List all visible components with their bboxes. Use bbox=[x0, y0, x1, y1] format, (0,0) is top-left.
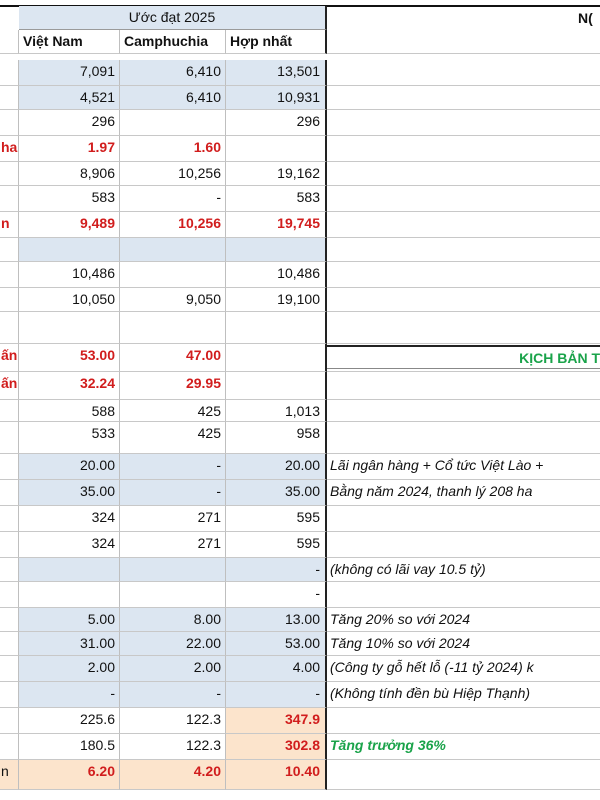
header-cambodia[interactable]: Camphuchia bbox=[120, 30, 226, 54]
note-cell[interactable]: Tăng trưởng 36% bbox=[327, 734, 600, 760]
vietnam-value[interactable]: 6.20 bbox=[19, 760, 120, 790]
vietnam-value[interactable] bbox=[19, 238, 120, 262]
estimate-2025-header[interactable]: Ước đạt 2025 bbox=[19, 6, 327, 30]
cambodia-value[interactable] bbox=[120, 262, 226, 288]
consolidated-value[interactable] bbox=[226, 344, 327, 372]
note-cell[interactable]: Lãi ngân hàng + Cổ tức Việt Lào + bbox=[327, 454, 600, 480]
row-label-cell[interactable] bbox=[0, 532, 19, 558]
consolidated-value[interactable]: 583 bbox=[226, 186, 327, 212]
consolidated-value[interactable]: 595 bbox=[226, 532, 327, 558]
cambodia-value[interactable] bbox=[120, 582, 226, 608]
row-label-cell[interactable] bbox=[0, 506, 19, 532]
consolidated-value[interactable]: 1,013 bbox=[226, 400, 327, 422]
note-cell[interactable] bbox=[327, 110, 600, 136]
note-cell[interactable] bbox=[327, 30, 600, 54]
consolidated-value[interactable]: 10,931 bbox=[226, 86, 327, 110]
consolidated-value[interactable]: 35.00 bbox=[226, 480, 327, 506]
vietnam-value[interactable]: 296 bbox=[19, 110, 120, 136]
vietnam-value[interactable]: 180.5 bbox=[19, 734, 120, 760]
table-row bbox=[0, 86, 600, 110]
table-row bbox=[0, 372, 600, 400]
header-vietnam[interactable]: Việt Nam bbox=[19, 30, 120, 54]
table-row bbox=[0, 632, 600, 656]
vietnam-value[interactable]: 225.6 bbox=[19, 708, 120, 734]
cambodia-value[interactable]: 6,410 bbox=[120, 60, 226, 86]
column-header-row bbox=[0, 30, 600, 54]
row-label-cell[interactable]: n bbox=[0, 760, 19, 790]
cambodia-value[interactable]: 425 bbox=[120, 422, 226, 454]
row-label-cell[interactable] bbox=[0, 162, 19, 186]
cambodia-value[interactable]: 8.00 bbox=[120, 608, 226, 632]
vietnam-value[interactable]: 53.00 bbox=[19, 344, 120, 372]
consolidated-value[interactable]: 19,100 bbox=[226, 288, 327, 312]
table-row bbox=[0, 608, 600, 632]
vietnam-value[interactable] bbox=[19, 582, 120, 608]
cambodia-value[interactable]: 122.3 bbox=[120, 734, 226, 760]
consolidated-value[interactable]: 19,745 bbox=[226, 212, 327, 238]
vietnam-value[interactable]: 32.24 bbox=[19, 372, 120, 400]
table-row bbox=[0, 162, 600, 186]
vietnam-value[interactable]: 35.00 bbox=[19, 480, 120, 506]
note-cell[interactable] bbox=[327, 136, 600, 162]
cambodia-value[interactable]: 2.00 bbox=[120, 656, 226, 682]
consolidated-value[interactable]: 958 bbox=[226, 422, 327, 454]
consolidated-value[interactable]: 296 bbox=[226, 110, 327, 136]
table-row bbox=[0, 480, 600, 506]
table-row bbox=[0, 422, 600, 454]
cambodia-value[interactable]: - bbox=[120, 454, 226, 480]
table-row bbox=[0, 312, 600, 344]
vietnam-value[interactable] bbox=[19, 312, 120, 344]
table-row bbox=[0, 760, 600, 790]
note-cell[interactable]: Tăng 20% so với 2024 bbox=[327, 608, 600, 632]
consolidated-value[interactable]: - bbox=[226, 582, 327, 608]
cambodia-value[interactable]: 1.60 bbox=[120, 136, 226, 162]
row-label-cell[interactable] bbox=[0, 480, 19, 506]
note-cell[interactable]: (Công ty gỗ hết lỗ (-11 tỷ 2024) k bbox=[327, 656, 600, 682]
table-row bbox=[0, 110, 600, 136]
note-cell[interactable] bbox=[327, 238, 600, 262]
table-row bbox=[0, 400, 600, 422]
cambodia-value[interactable]: 22.00 bbox=[120, 632, 226, 656]
vietnam-value[interactable]: 588 bbox=[19, 400, 120, 422]
vietnam-value[interactable]: 5.00 bbox=[19, 608, 120, 632]
cambodia-value[interactable]: - bbox=[120, 480, 226, 506]
note-cell[interactable]: Bằng năm 2024, thanh lý 208 ha bbox=[327, 480, 600, 506]
note-cell[interactable] bbox=[327, 60, 600, 86]
note-cell[interactable] bbox=[327, 262, 600, 288]
note-cell[interactable] bbox=[327, 400, 600, 422]
vietnam-value[interactable]: 9,489 bbox=[19, 212, 120, 238]
row-label-cell[interactable] bbox=[0, 708, 19, 734]
cambodia-value[interactable]: 425 bbox=[120, 400, 226, 422]
row-label-cell[interactable] bbox=[0, 238, 19, 262]
vietnam-value[interactable] bbox=[19, 558, 120, 582]
row-label-cell[interactable]: ấn bbox=[0, 372, 19, 400]
table-row bbox=[0, 136, 600, 162]
cambodia-value[interactable] bbox=[120, 558, 226, 582]
right-column-title: N( bbox=[578, 10, 593, 26]
row-label-cell[interactable] bbox=[0, 582, 19, 608]
note-cell[interactable] bbox=[327, 582, 600, 608]
note-cell[interactable]: (Không tính đền bù Hiệp Thạnh) bbox=[327, 682, 600, 708]
consolidated-value[interactable]: 10.40 bbox=[226, 760, 327, 790]
row-label-cell[interactable] bbox=[0, 288, 19, 312]
row-label-cell[interactable] bbox=[0, 60, 19, 86]
note-cell[interactable] bbox=[327, 212, 600, 238]
note-cell[interactable] bbox=[327, 422, 600, 454]
cambodia-value[interactable]: 271 bbox=[120, 506, 226, 532]
vietnam-value[interactable]: 533 bbox=[19, 422, 120, 454]
consolidated-value[interactable]: - bbox=[226, 682, 327, 708]
vietnam-value[interactable]: 324 bbox=[19, 532, 120, 558]
table-row bbox=[0, 262, 600, 288]
cambodia-value[interactable]: 29.95 bbox=[120, 372, 226, 400]
vietnam-value[interactable]: 10,050 bbox=[19, 288, 120, 312]
row-label-cell[interactable] bbox=[0, 422, 19, 454]
consolidated-value[interactable] bbox=[226, 372, 327, 400]
note-cell[interactable] bbox=[327, 288, 600, 312]
consolidated-value[interactable]: 20.00 bbox=[226, 454, 327, 480]
table-row bbox=[0, 288, 600, 312]
vietnam-value[interactable]: 2.00 bbox=[19, 656, 120, 682]
table-row bbox=[0, 238, 600, 262]
note-cell[interactable] bbox=[327, 86, 600, 110]
cambodia-value[interactable]: 6,410 bbox=[120, 86, 226, 110]
cambodia-value[interactable]: 10,256 bbox=[120, 162, 226, 186]
row-label-cell[interactable] bbox=[0, 186, 19, 212]
row-label-cell[interactable]: n bbox=[0, 212, 19, 238]
cambodia-value[interactable]: 47.00 bbox=[120, 344, 226, 372]
vietnam-value[interactable]: 7,091 bbox=[19, 60, 120, 86]
cambodia-value[interactable]: - bbox=[120, 186, 226, 212]
vietnam-value[interactable]: 10,486 bbox=[19, 262, 120, 288]
cambodia-value[interactable]: 4.20 bbox=[120, 760, 226, 790]
consolidated-value[interactable] bbox=[226, 238, 327, 262]
row-label-cell[interactable] bbox=[0, 734, 19, 760]
row-label-cell[interactable] bbox=[0, 312, 19, 344]
cambodia-value[interactable]: 271 bbox=[120, 532, 226, 558]
note-cell[interactable] bbox=[327, 312, 600, 344]
table-row bbox=[0, 582, 600, 608]
consolidated-value[interactable]: 10,486 bbox=[226, 262, 327, 288]
vietnam-value[interactable]: - bbox=[19, 682, 120, 708]
row-label-cell[interactable] bbox=[0, 30, 19, 54]
vietnam-value[interactable]: 20.00 bbox=[19, 454, 120, 480]
cambodia-value[interactable]: 10,256 bbox=[120, 212, 226, 238]
row-label-cell[interactable] bbox=[0, 632, 19, 656]
row-label-cell[interactable] bbox=[0, 454, 19, 480]
note-cell[interactable] bbox=[327, 532, 600, 558]
cambodia-value[interactable]: - bbox=[120, 682, 226, 708]
note-cell[interactable] bbox=[327, 506, 600, 532]
vietnam-value[interactable]: 324 bbox=[19, 506, 120, 532]
cambodia-value[interactable] bbox=[120, 312, 226, 344]
scenario-header[interactable]: KỊCH BẢN T bbox=[327, 345, 600, 369]
cambodia-value[interactable] bbox=[120, 238, 226, 262]
table-row bbox=[0, 60, 600, 86]
consolidated-value[interactable]: 4.00 bbox=[226, 656, 327, 682]
consolidated-value[interactable]: - bbox=[226, 558, 327, 582]
table-row bbox=[0, 506, 600, 532]
vietnam-value[interactable]: 8,906 bbox=[19, 162, 120, 186]
row-label-cell[interactable]: ha bbox=[0, 136, 19, 162]
note-cell[interactable] bbox=[327, 372, 600, 400]
cambodia-value[interactable] bbox=[120, 110, 226, 136]
header-consolidated[interactable]: Hợp nhất bbox=[226, 30, 327, 54]
note-cell[interactable] bbox=[327, 708, 600, 734]
table-row bbox=[0, 532, 600, 558]
row-label-cell[interactable] bbox=[0, 400, 19, 422]
row-label-cell[interactable] bbox=[0, 682, 19, 708]
row-label-cell[interactable] bbox=[0, 262, 19, 288]
vietnam-value[interactable]: 31.00 bbox=[19, 632, 120, 656]
vietnam-value[interactable]: 4,521 bbox=[19, 86, 120, 110]
table-row bbox=[0, 454, 600, 480]
consolidated-value[interactable] bbox=[226, 312, 327, 344]
consolidated-value[interactable]: 13,501 bbox=[226, 60, 327, 86]
table-row bbox=[0, 186, 600, 212]
consolidated-value[interactable]: 302.8 bbox=[226, 734, 327, 760]
consolidated-value[interactable]: 13.00 bbox=[226, 608, 327, 632]
row-label-cell[interactable]: ấn bbox=[0, 344, 19, 372]
consolidated-value[interactable]: 19,162 bbox=[226, 162, 327, 186]
consolidated-value[interactable] bbox=[226, 136, 327, 162]
table-row bbox=[0, 708, 600, 734]
row-label-cell[interactable] bbox=[0, 608, 19, 632]
table-row bbox=[0, 682, 600, 708]
consolidated-value[interactable]: 595 bbox=[226, 506, 327, 532]
note-cell[interactable]: (không có lãi vay 10.5 tỷ) bbox=[327, 558, 600, 582]
row-label-cell[interactable] bbox=[0, 656, 19, 682]
vietnam-value[interactable]: 1.97 bbox=[19, 136, 120, 162]
consolidated-value[interactable]: 347.9 bbox=[226, 708, 327, 734]
row-label-cell[interactable] bbox=[0, 558, 19, 582]
table-row bbox=[0, 212, 600, 238]
cambodia-value[interactable]: 122.3 bbox=[120, 708, 226, 734]
vietnam-value[interactable]: 583 bbox=[19, 186, 120, 212]
cambodia-value[interactable]: 9,050 bbox=[120, 288, 226, 312]
consolidated-value[interactable]: 53.00 bbox=[226, 632, 327, 656]
note-cell[interactable]: Tăng 10% so với 2024 bbox=[327, 632, 600, 656]
note-cell[interactable] bbox=[327, 186, 600, 212]
note-cell[interactable] bbox=[327, 162, 600, 186]
table-row bbox=[0, 558, 600, 582]
row-label-cell[interactable] bbox=[0, 86, 19, 110]
note-cell[interactable] bbox=[327, 760, 600, 790]
table-row bbox=[0, 656, 600, 682]
table-row bbox=[0, 734, 600, 760]
row-label-cell[interactable] bbox=[0, 110, 19, 136]
